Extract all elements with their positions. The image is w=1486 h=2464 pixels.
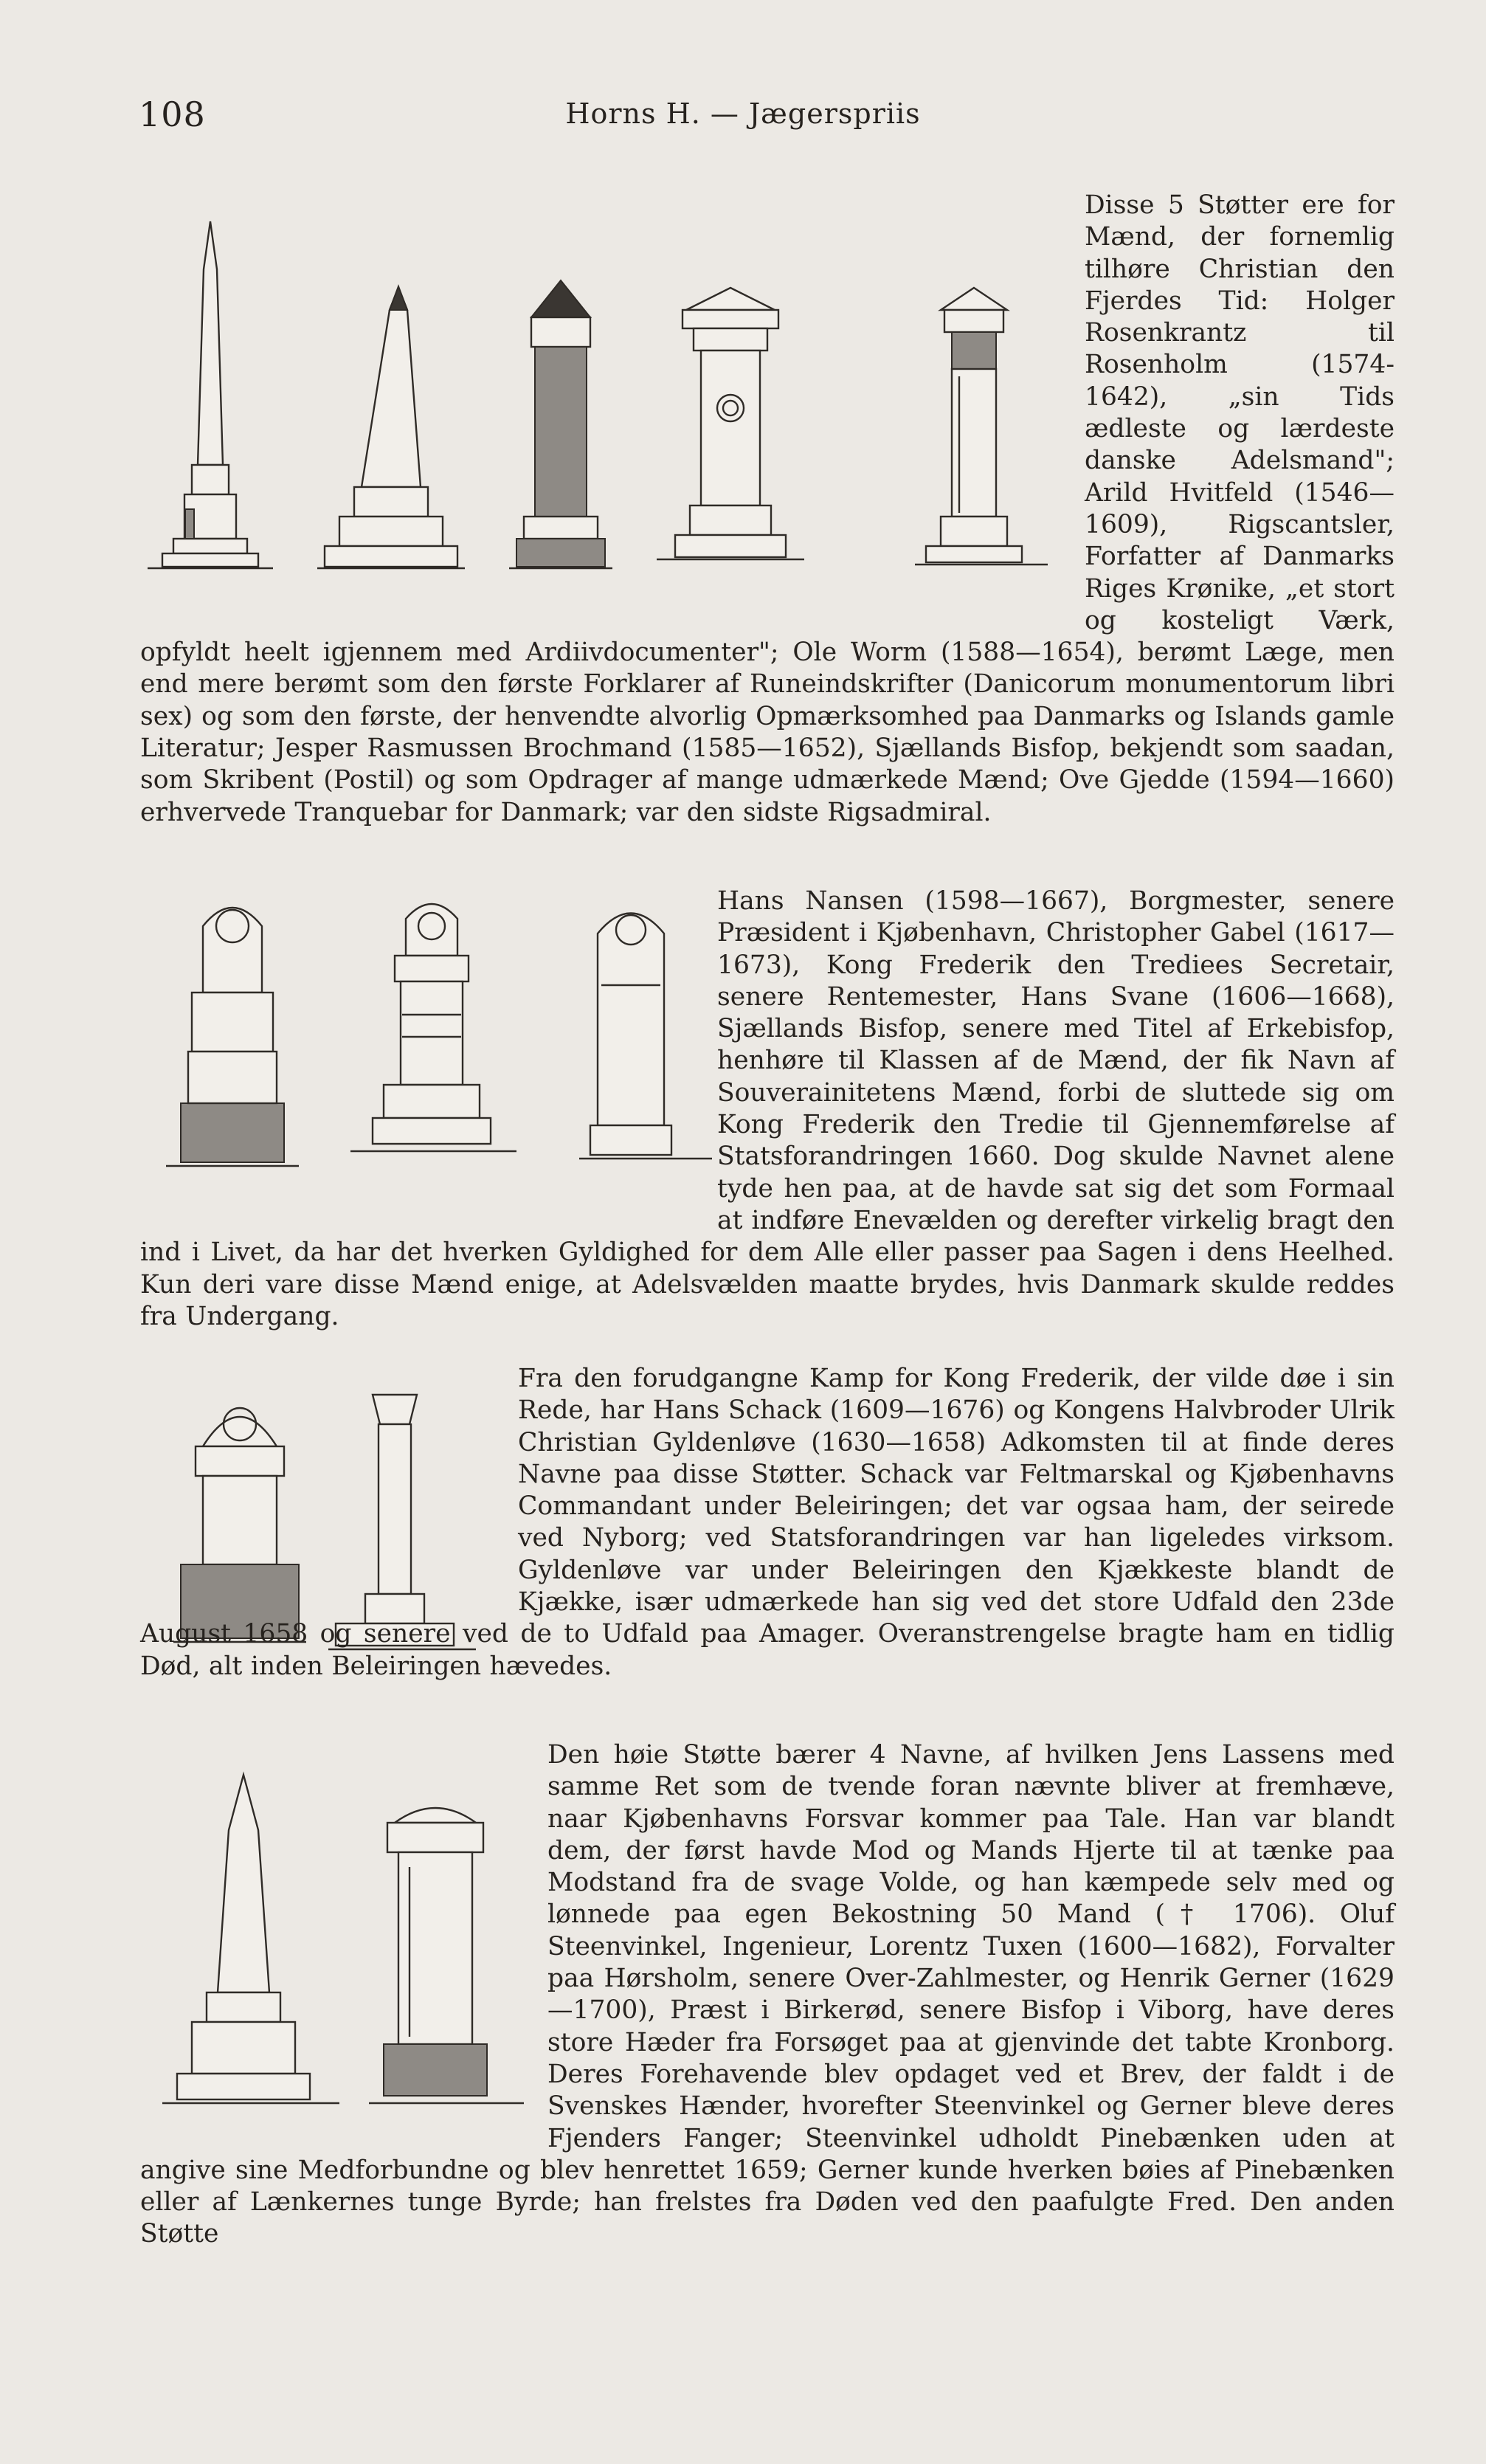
- paragraph-1-text: Disse 5 Støtter ere for Mænd, der fornemlig tilhøre Christian den Fjerdes Tid: Holger Rosenkrantz til Rosenholm (1574-1642), „sin Tids ædleste og lærdeste danske Adelsmand"; Arild Hvitfeld (1546—1609), Rigscantsler, Forfatter af Danmarks Riges Krønike, „et stort og kosteligt Værk, opfyldt heelt igjennem med Ardiivdocumenter"; Ole Worm (1588—1654), berømt Læge, men end mere berømt som den første Forklarer af Runeindskrifter (Danicorum monumentorum libri sex) og som den første, der henvendte alvorlig Opmærksomhed paa Danmarks og Islands gamle Literatur; Jesper Rasmussen Brochmand (1585—1652), Sjællands Bisfop, bekjendt som saadan, som Skribent (Postil) og som Opdrager af mange udmærkede Mænd; Ove Gjedde (1594—1660) erhvervede Tranquebar for Danmark; var den sidste Rigsadmiral.: [140, 190, 1395, 827]
- paragraph-1: [140, 190, 1395, 829]
- paragraph-4-text: Den høie Støtte bærer 4 Navne, af hvilken Jens Lassens med samme Ret som de tvende foran nævnte bliver at fremhæve, naar Kjøbenhavns Forsvar kommer paa Tale. Han var blandt dem, der først havde Mod og Mands Hjerte til at tænke paa Modstand fra de svage Volde, og han kæmpede selv med og lønnede paa egen Bekostning 50 Mand († 1706). Oluf Steenvinkel, Ingenieur, Lorentz Tuxen (1600—1682), Forvalter paa Hørsholm, senere Over-Zahlmester, og Henrik Gerner (1629—1700), Præst i Birkerød, senere Bisfop i Viborg, have deres store Hæder fra Forsøget paa at gjenvinde det tabte Kronborg. Deres Forehavende blev opdaget ved et Brev, der faldt i de Svenskes Hænder, hvorefter Steenvinkel og Gerner bleve deres Fjenders Fanger; Steenvinkel udholdt Pinebænken uden at angive sine Medforbundne og blev henrettet 1659; Gerner kunde hverken bøies af Pinebænken eller af Lænkernes tunge Byrde; han frelstes fra Døden ved den paafulgte Fred. Den anden Støtte: [140, 1740, 1395, 2249]
- paragraph-4: [140, 1739, 1395, 2251]
- paragraph-3-text: Fra den forudgangne Kamp for Kong Frederik, der vilde døe i sin Rede, har Hans Schack (1609—1676) og Kongens Halvbroder Ulrik Christian Gyldenløve (1630—1658) Adkomsten til at finde deres Navne paa disse Støtter. Schack var Feltmarskal og Kjøbenhavns Commandant under Beleiringen; det var ogsaa ham, der seirede ved Nyborg; ved Statsforandringen var han ligeledes virksom. Gyldenløve var under Beleiringen den Kjækkeste blandt de Kjække, især udmærkede han sig ved det store Udfald den 23de August 1658 og senere ved de to Udfald paa Amager. Overanstrengelse bragte ham en tidlig Død, alt inden Beleiringen hævedes.: [140, 1364, 1395, 1681]
- paragraph-2: [140, 886, 1395, 1333]
- figure-3-space: [140, 1363, 518, 1618]
- running-title: Horns H. — Jægerspriis: [565, 97, 921, 130]
- figure-4-space: [140, 1739, 547, 2123]
- figure-1-space: [140, 190, 1085, 629]
- paragraph-3: [140, 1363, 1395, 1683]
- page-number: 108: [139, 94, 206, 134]
- paragraph-2-text: Hans Nansen (1598—1667), Borgmester, senere Præsident i Kjøbenhavn, Christopher Gabel (1617—1673), Kong Frederik den Trediees Secretair, senere Rentemester, Hans Svane (1606—1668), Sjællands Bisfop, senere med Titel af Erkebisfop, henhøre til Klassen af de Mænd, der fik Navn af Souverainitetens Mænd, forbi de sluttede sig om Kong Frederik den Tredie til Gjennemførelse af Statsforandringen 1660. Dog skulde Navnet alene tyde hen paa, at de havde sat sig det som Formaal at indføre Enevælden og derefter virkelig bragt den ind i Livet, da har det hverken Gyldighed for dem Alle eller passer paa Sagen i dens Heelhed. Kun deri vare disse Mænd enige, at Adelsvælden maatte brydes, hvis Danmark skulde reddes fra Undergang.: [140, 886, 1395, 1331]
- figure-2-space: [140, 886, 717, 1205]
